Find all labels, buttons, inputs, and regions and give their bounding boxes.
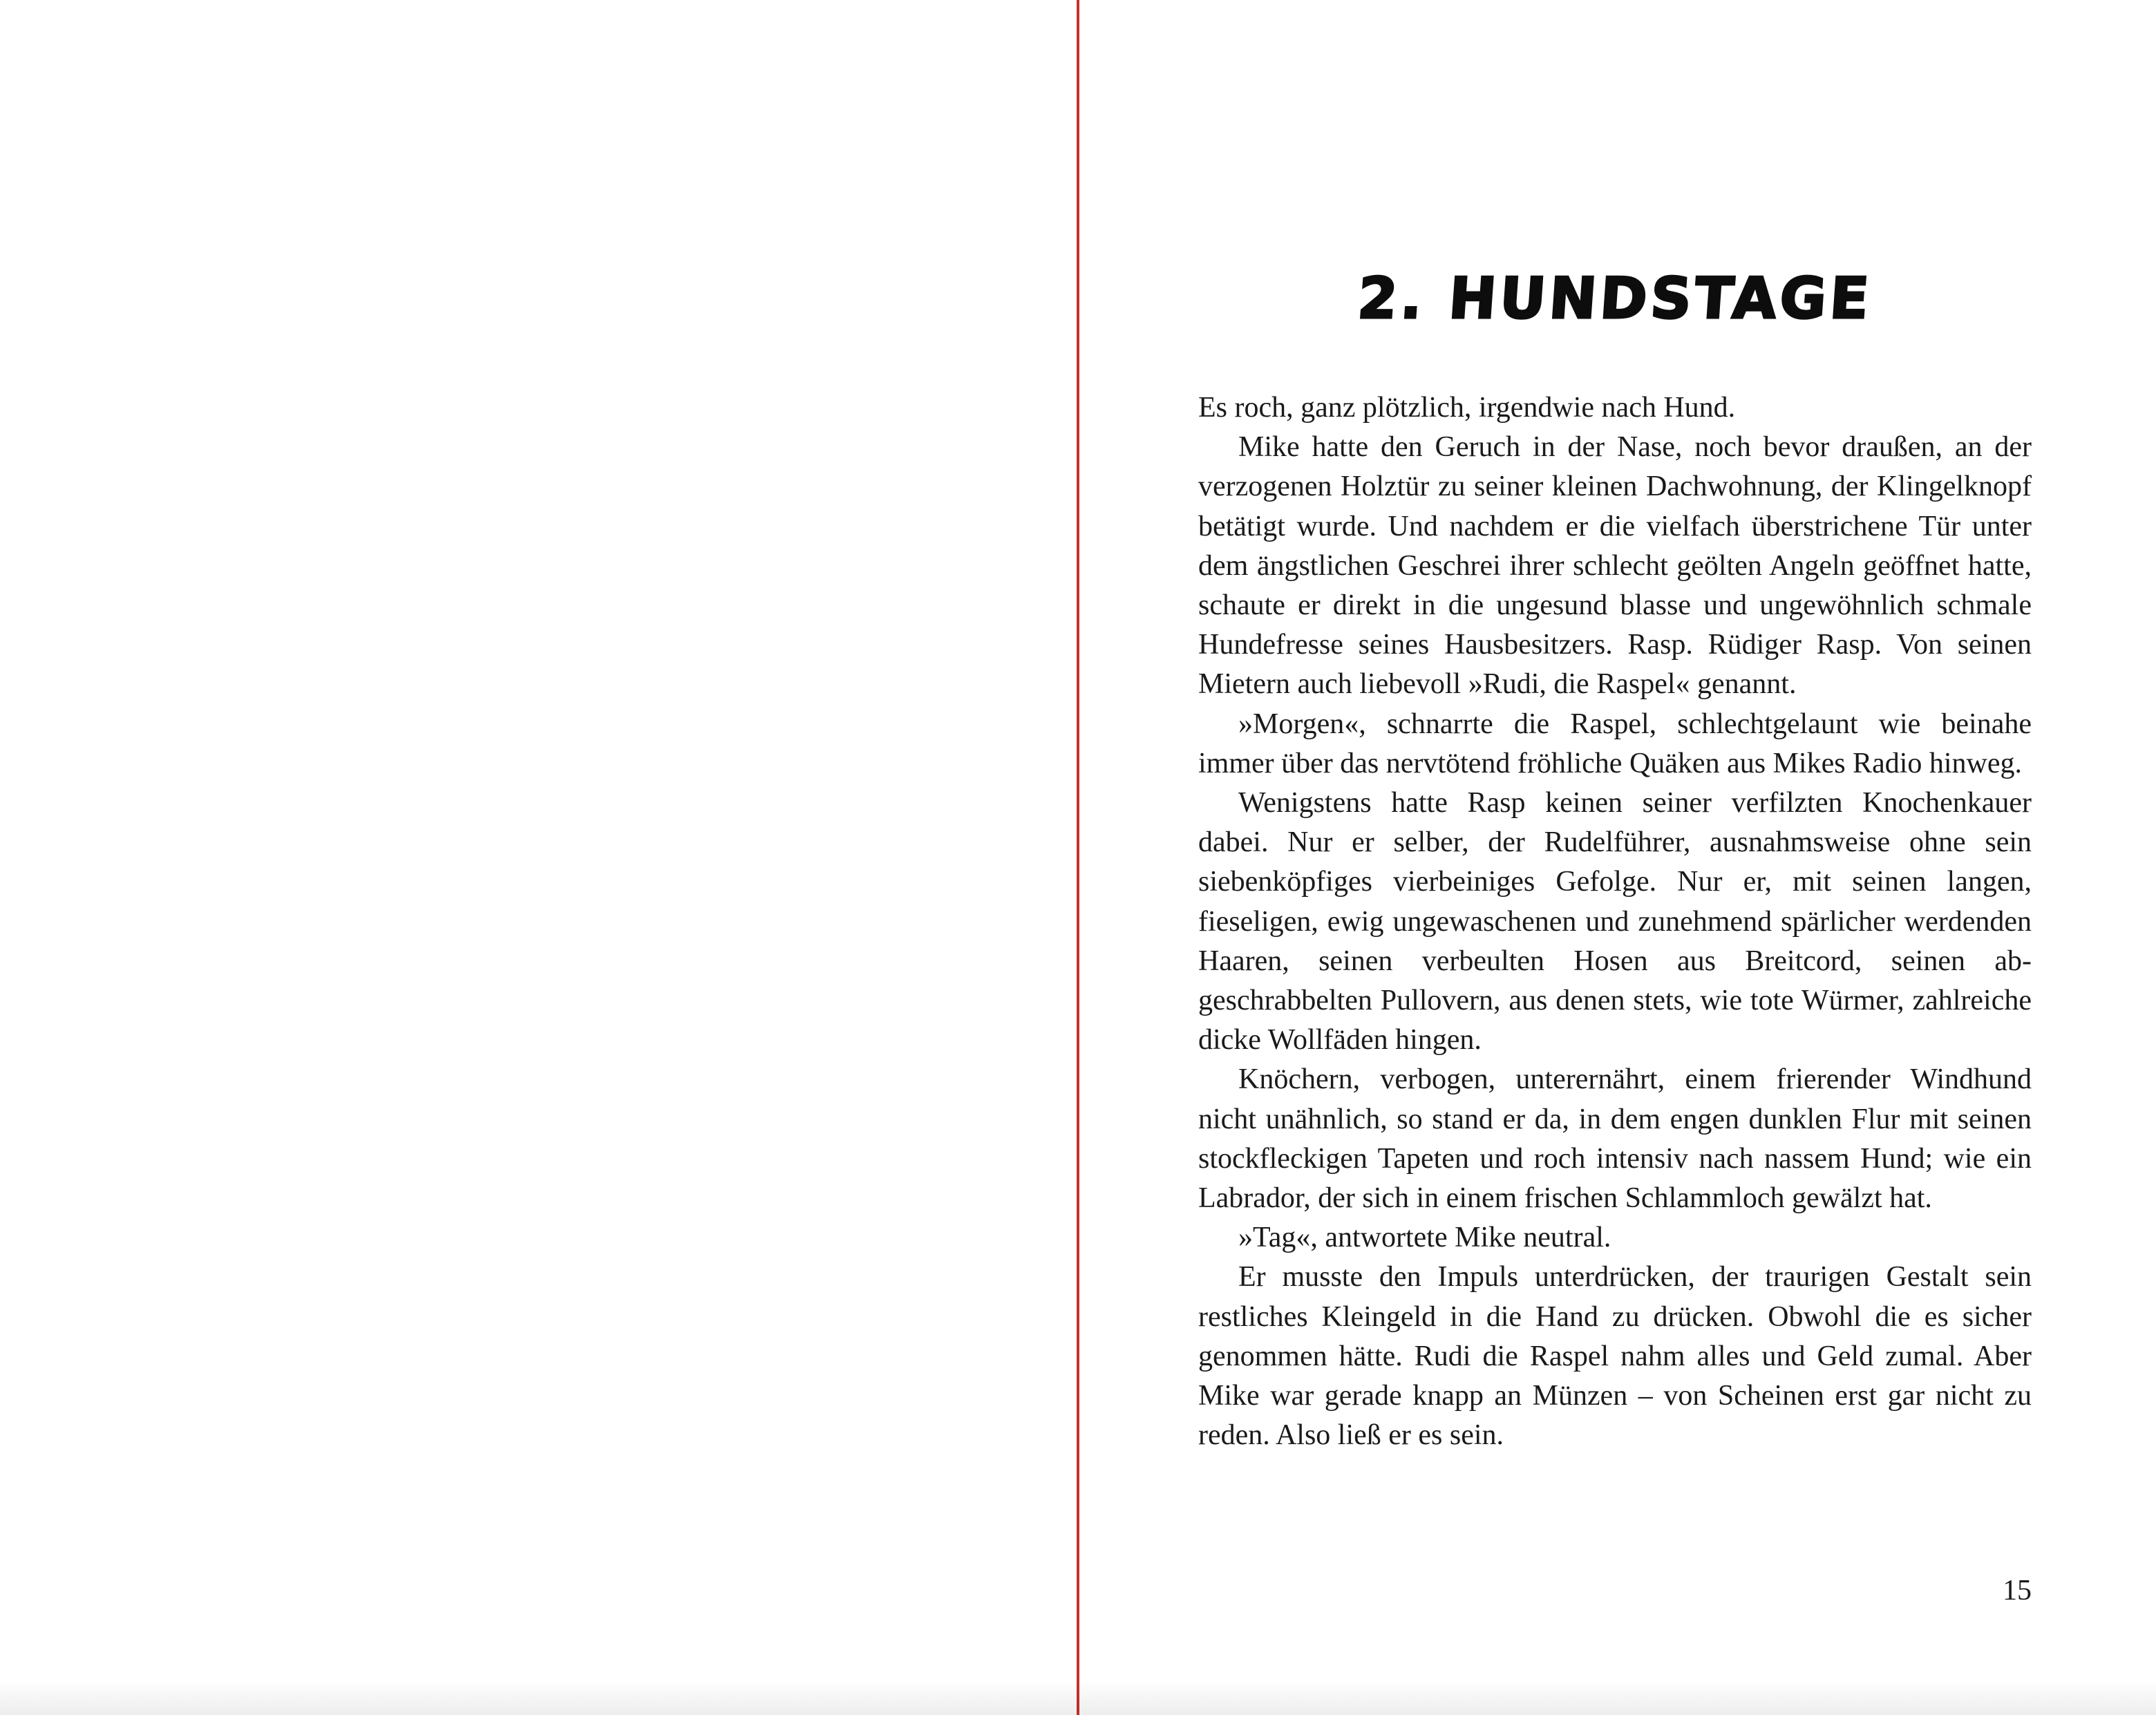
paragraph: »Tag«, antwortete Mike neutral. [1238, 1222, 1611, 1254]
paragraph: Es roch, ganz plötzlich, irgendwie nach Hund. [1198, 392, 1736, 424]
paragraph: Knöchern, verbogen, unterernährt, einem frierender Windhund nicht unähnlich, so stand er da, in dem engen dunklen Flur mit seinen stockfleckigen Tapeten und roch intensiv nach nassem Hund; wie ein Labrador, der sich in einem frischen Schlammloch gewälzt hat. [1198, 1063, 2032, 1215]
paragraph: Wenigstens hatte Rasp keinen seiner verfilzten Knochenkauer dabei. Nur er selber, der Rudelführer, ausnahmsweise ohne sein siebenköpfiges vierbeiniges Gefolge. Nur er, mit seinen langen, fieseligen, ewig ungewaschenen und zunehmend spärlicher werdenden Haaren, seinen verbeulten Hosen aus Breitcord, seinen abgeschrabbelten Pullovern, aus denen stets, wie tote Würmer, zahlreiche dicke Wollfäden hingen. [1198, 787, 2032, 1057]
chapter-body [1198, 388, 2032, 1455]
paragraph: »Morgen«, schnarrte die Raspel, schlechtgelaunt wie beinahe immer über das nervtötend fröhliche Quäken aus Mikes Radio hinweg. [1198, 708, 2032, 779]
paragraph: Mike hatte den Geruch in der Nase, noch bevor draußen, an der verzogenen Holztür zu seiner kleinen Dachwohnung, der Klingelknopf betätigt wurde. Und nachdem er die vielfach überstrichene Tür unter dem ängstlichen Geschrei ihrer schlecht geölten Angeln geöffnet hatte, schaute er direkt in die ungesund blasse und ungewöhnlich schmale Hundefresse seines Hausbesitzers. Rasp. Rüdiger Rasp. Von seinen Mietern auch liebevoll »Rudi, die Raspel« genannt. [1198, 431, 2032, 701]
page-number: 15 [2003, 1575, 2032, 1607]
chapter-title: 2. HUNDSTAGE [1355, 266, 1875, 332]
paragraph: Er musste den Impuls unterdrücken, der traurigen Gestalt sein restliches Kleingeld in die Hand zu drücken. Obwohl die es sicher genommen hätte. Rudi die Raspel nahm alles und Geld zumal. Aber Mike war gerade knapp an Münzen – von Scheinen erst gar nicht zu reden. Also ließ er es sein. [1198, 1261, 2032, 1452]
left-page-blank [0, 0, 1077, 1715]
